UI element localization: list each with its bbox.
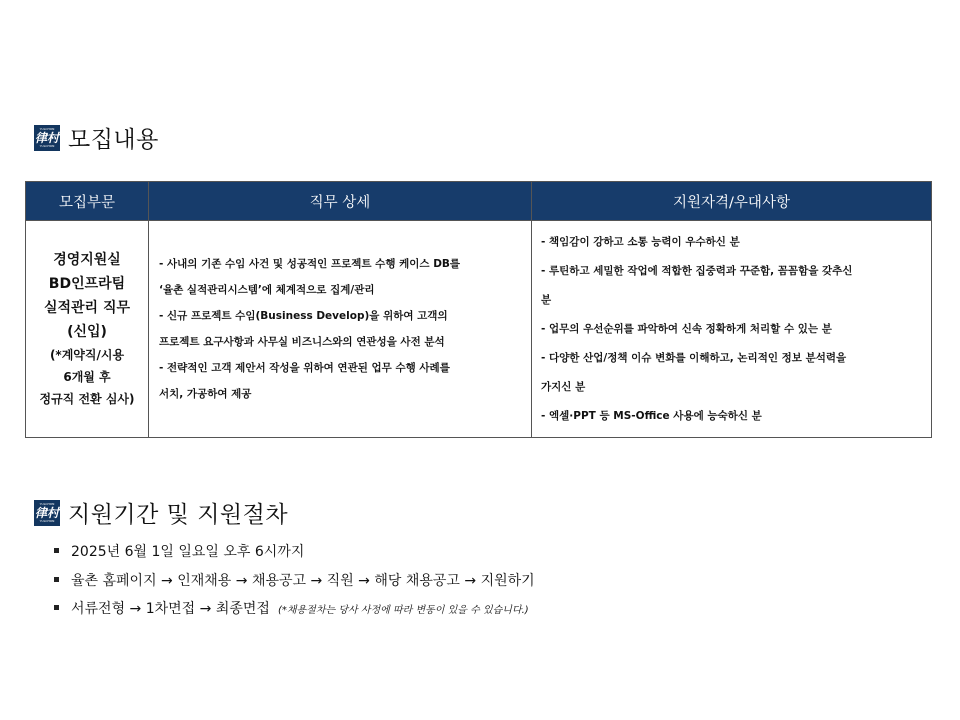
list-item	[54, 567, 535, 596]
qualification-line: - 다양한 산업/정책 이슈 변화를 이해하고, 논리적인 정보 분석력을	[541, 351, 847, 364]
list-item-text: 2025년 6월 1일 일요일 오후 6시까지	[71, 544, 305, 560]
application-list	[54, 538, 535, 626]
header-duty: 직무 상세	[149, 182, 532, 221]
recruit-table	[25, 181, 932, 438]
logo-mark: 律村	[34, 505, 59, 520]
square-bullet-icon	[54, 548, 59, 553]
qualification-line: 분	[541, 293, 552, 306]
logo-top-text: YULCHON	[39, 501, 55, 506]
dept-note-line: 정규직 전환 심사)	[39, 392, 135, 406]
dept-line: 실적관리 직무	[43, 300, 131, 316]
qualification-line: - 업무의 우선순위를 파악하여 신속 정확하게 처리할 수 있는 분	[541, 322, 832, 335]
section-heading: 모집내용	[68, 127, 159, 153]
section-title-recruit	[34, 121, 159, 154]
duty-line: - 전략적인 고객 제안서 작성을 위하여 연관된 업무 수행 사례를	[159, 362, 450, 374]
duty-cell	[149, 221, 532, 438]
dept-line: 경영지원실	[53, 252, 121, 268]
logo-mark: 律村	[34, 130, 59, 145]
duty-line: 프로젝트 요구사항과 사무실 비즈니스와의 연관성을 사전 분석	[159, 336, 445, 348]
list-item-text: 율촌 홈페이지 → 인재채용 → 채용공고 → 직원 → 해당 채용공고 → 지원하기	[71, 572, 535, 589]
square-bullet-icon	[54, 577, 59, 582]
dept-note-line: (*계약직/시용	[49, 348, 125, 362]
logo-bottom-text: YULCHON	[39, 518, 55, 523]
table-row	[26, 221, 932, 438]
list-item-text: 서류전형 → 1차면접 → 최종면접	[71, 601, 270, 617]
duty-line: - 신규 프로젝트 수임(Business Develop)을 위하여 고객의	[159, 310, 448, 322]
process-note: (*채용절차는 당사 사정에 따라 변동이 있을 수 있습니다.)	[277, 605, 529, 616]
yulchon-logo-icon	[34, 500, 60, 526]
table-header-row	[26, 182, 932, 221]
qualification-cell	[532, 221, 932, 438]
logo-top-text: YULCHON	[39, 126, 55, 131]
list-item	[54, 538, 535, 567]
duty-line: ‘율촌 실적관리시스템’에 체계적으로 집계/관리	[159, 284, 375, 296]
dept-line: (신입)	[67, 324, 107, 340]
header-qualification: 지원자격/우대사항	[532, 182, 932, 221]
section-title-application	[34, 496, 288, 529]
dept-line: BD인프라팀	[48, 276, 126, 292]
logo-bottom-text: YULCHON	[39, 143, 55, 148]
list-item	[54, 595, 535, 626]
dept-note-line: 6개월 후	[63, 370, 111, 384]
duty-line: - 사내의 기존 수임 사건 및 성공적인 프로젝트 수행 케이스 DB를	[159, 258, 461, 270]
section-heading: 지원기간 및 지원절차	[68, 502, 289, 528]
duty-line: 서치, 가공하여 제공	[159, 388, 252, 400]
qualification-line: 가지신 분	[541, 380, 586, 393]
yulchon-logo-icon	[34, 125, 60, 151]
header-dept: 모집부문	[26, 182, 149, 221]
square-bullet-icon	[54, 605, 59, 610]
dept-cell	[26, 221, 149, 438]
qualification-line: - 루틴하고 세밀한 작업에 적합한 집중력과 꾸준함, 꼼꼼함을 갖추신	[541, 264, 853, 277]
qualification-line: - 책임감이 강하고 소통 능력이 우수하신 분	[541, 235, 740, 248]
qualification-line: - 엑셀·PPT 등 MS-Office 사용에 능숙하신 분	[541, 409, 762, 422]
